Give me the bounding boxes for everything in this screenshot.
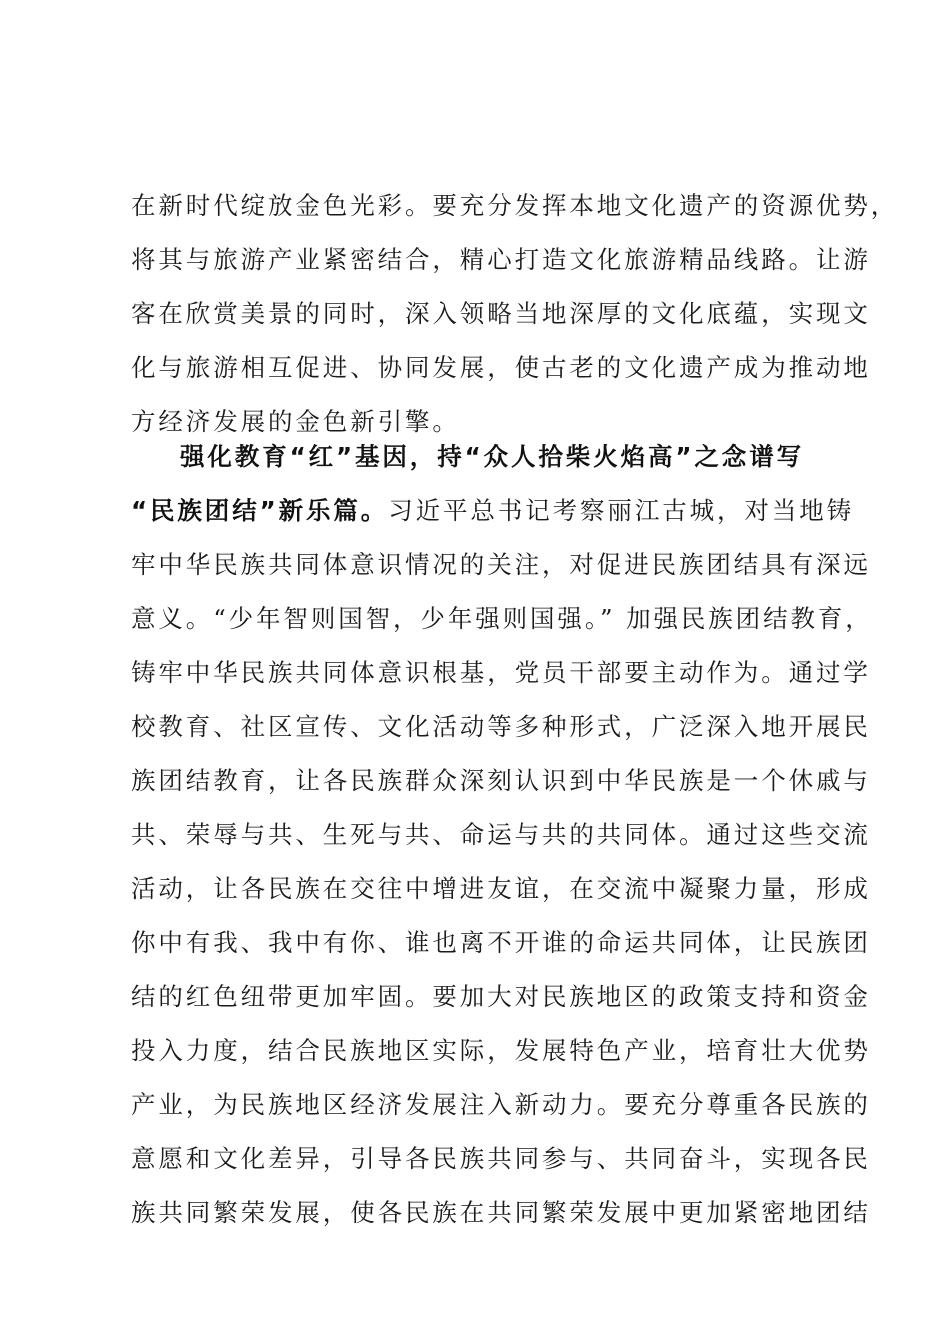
paragraph-line: 投入力度，结合民族地区实际，发展特色产业，培育壮大优势 bbox=[131, 1036, 871, 1065]
paragraph-line: 在新时代绽放金色光彩。要充分发挥本地文化遗产的资源优势， bbox=[131, 191, 899, 220]
paragraph-line: 校教育、社区宣传、文化活动等多种形式，广泛深入地开展民 bbox=[131, 712, 871, 741]
paragraph-line: 结的红色纽带更加牢固。要加大对民族地区的政策支持和资金 bbox=[131, 982, 871, 1011]
paragraph-line: 化与旅游相互促进、协同发展，使古老的文化遗产成为推动地 bbox=[131, 353, 871, 382]
paragraph-text: 习近平总书记考察丽江古城，对当地铸 bbox=[388, 496, 855, 525]
paragraph-line: 共、荣辱与共、生死与共、命运与共的共同体。通过这些交流 bbox=[131, 820, 871, 849]
paragraph-line: 意义。“少年智则国智，少年强则国强。” 加强民族团结教育， bbox=[131, 604, 873, 633]
paragraph-line: 产业，为民族地区经济发展注入新动力。要充分尊重各民族的 bbox=[131, 1090, 871, 1119]
paragraph-line: 方经济发展的金色新引擎。 bbox=[131, 407, 460, 436]
paragraph-line: 活动，让各民族在交往中增进友谊，在交流中凝聚力量，形成 bbox=[131, 874, 871, 903]
paragraph-line: 族团结教育，让各民族群众深刻认识到中华民族是一个休戚与 bbox=[131, 766, 871, 795]
paragraph-line: 牢中华民族共同体意识情况的关注，对促进民族团结具有深远 bbox=[131, 550, 871, 579]
paragraph-line: 铸牢中华民族共同体意识根基，党员干部要主动作为。通过学 bbox=[131, 658, 871, 687]
paragraph-line: 客在欣赏美景的同时，深入领略当地深厚的文化底蕴，实现文 bbox=[131, 299, 871, 328]
section-heading: 强化教育“红”基因，持“众人拾柴火焰高”之念谱写 bbox=[180, 442, 805, 471]
paragraph-line: 族共同繁荣发展，使各民族在共同繁荣发展中更加紧密地团结 bbox=[131, 1198, 871, 1227]
paragraph-line: 将其与旅游产业紧密结合，精心打造文化旅游精品线路。让游 bbox=[131, 245, 871, 274]
section-heading-end: “民族团结”新乐篇。 bbox=[131, 496, 389, 525]
paragraph-line: 意愿和文化差异，引导各民族共同参与、共同奋斗，实现各民 bbox=[131, 1144, 871, 1173]
paragraph-line: 你中有我、我中有你、谁也离不开谁的命运共同体，让民族团 bbox=[131, 928, 871, 957]
heading-continuation-line bbox=[131, 493, 854, 529]
